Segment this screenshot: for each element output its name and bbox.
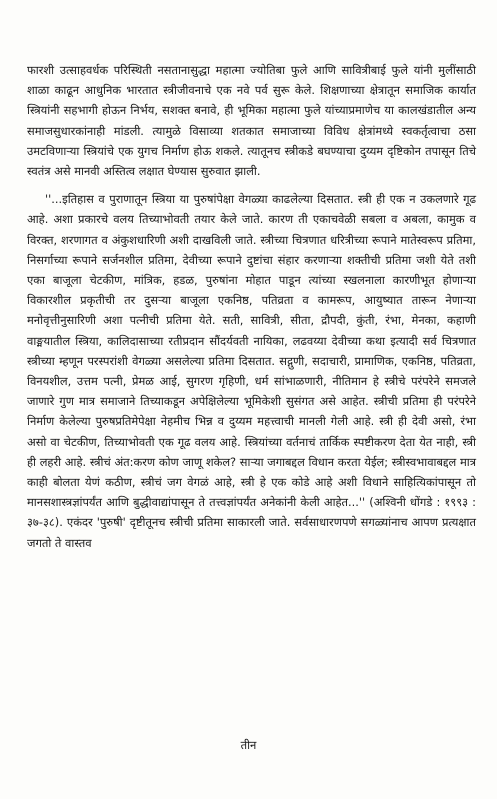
body-text xyxy=(27,60,476,553)
paragraph-intro: फारशी उत्साहवर्धक परिस्थिती नसतानासुद्धा महात्मा ज्योतिबा फुले आणि सावित्रीबाई फुले यांनी मुलींसाठी शाळा काढून आधुनिक भारतात स्त्रीजीवनाचे एक नवे पर्व सुरू केले. शिक्षणाच्या क्षेत्रातून समाजिक कार्यात स्त्रियांनी सहभागी होऊन निर्भय, सशक्त बनावे, ही भूमिका महात्मा फुले यांच्याप्रमाणेच या कालखंडातील अन्य समाजसुधारकांनाही मांडली. त्यामुळे विसाव्या शतकात समाजाच्या विविध क्षेत्रांमध्ये स्वकर्तृत्वाचा ठसा उमटविणाऱ्या स्त्रियांचे एक युगच निर्माण होऊ शकले. त्यातूनच स्त्रीकडे बघण्याचा दुय्यम दृष्टिकोन तपासून तिचे स्वतंत्र असे मानवी अस्तित्व लक्षात घेण्यास सुरुवात झाली. xyxy=(27,63,476,179)
page-number: तीन xyxy=(240,738,257,752)
block-quote: ''...इतिहास व पुराणातून स्त्रिया या पुरुषांपेक्षा वेगळ्या काढलेल्या दिसतात. स्त्री ही एक न उकलणारे गूढ आहे. अशा प्रकारचे वलय तिच्याभोवती तयार केले जाते. कारण ती एकाचवेळी सबला व अबला, कामुक व विरक्त, शरणागत व अंकुशधारिणी अशी दाखविली जाते. स्त्रीच्या चित्रणात धरित्रीच्या रूपाने मातेस्वरूप प्रतिमा, निसर्गाच्या रूपाने सर्जनशील प्रतिमा, देवीच्या रूपाने दुष्टांचा संहार करणाऱ्या शक्तीची प्रतिमा जशी येते तशी एका बाजूला चेटकीण, मांत्रिक, हडळ, पुरुषांना मोहात पाडून त्यांच्या स्खलनाला कारणीभूत होणाऱ्या विकारशील प्रकृतीची तर दुसऱ्या बाजूला एकनिष्ठ, पतिव्रता व कामरूप, आयुष्यात तारून नेणाऱ्या मनोवृत्तीनुसारिणी अशा पत्नीची प्रतिमा येते. सती, सावित्री, सीता, द्रौपदी, कुंती, रंभा, मेनका, कहाणी वाङ्मयातील स्त्रिया, कालिदासाच्या रतीप्रदान सौंदर्यवती नायिका, लढवय्या देवीच्या कथा इत्यादी सर्व चित्रणात स्त्रीच्या म्हणून परस्परांशी वेगळ्या असलेल्या प्रतिमा दिसतात. सद्गुणी, सदाचारी, प्रामाणिक, एकनिष्ठ, पतिव्रता, विनयशील, उत्तम पत्नी, प्रेमळ आई, सुगरण गृहिणी, धर्म सांभाळणारी, नीतिमान हे स्त्रीचे परंपरेने समजले जाणारे गुण मात्र समाजाने तिच्याकडून अपेक्षिलेल्या भूमिकेशी सुसंगत असे आहेत. स्त्रीची प्रतिमा ही परंपरेने निर्माण केलेल्या पुरुषप्रतिमेपेक्षा नेहमीच भिन्न व दुय्यम महत्त्वाची मानली गेली आहे. स्त्री ही देवी असो, रंभा असो वा चेटकीण, तिच्याभोवती एक गूढ वलय आहे. स्त्रियांच्या वर्तनाचं तार्किक स्पष्टीकरण देता येत नाही, स्त्री ही लहरी आहे. स्त्रीचं अंत:करण कोण जाणू शकेल? साऱ्या जगाबद्दल विधान करता येईल; स्त्रीस्वभावाबद्दल मात्र काही बोलता येणं कठीण, स्त्रीचं जग वेगळं आहे, स्त्री हे एक कोडे आहे अशी विधाने साहित्यिकांपासून तो मानसशास्त्रज्ञांपर्यंत आणि बुद्धीवाद्यांपासून ते तत्त्वज्ञांपर्यंत अनेकांनी केली आहेत...'' (अश्विनी धोंगडे : १९९३ : ३७-३८). एकंदर 'पुरुषी' दृष्टीतूनच स्त्रीची प्रतिमा साकारली जाते. सर्वसाधारणपणे सगळ्यांनाच आपण प्रत्यक्षात जगतो ते वास्तव xyxy=(27,192,476,550)
